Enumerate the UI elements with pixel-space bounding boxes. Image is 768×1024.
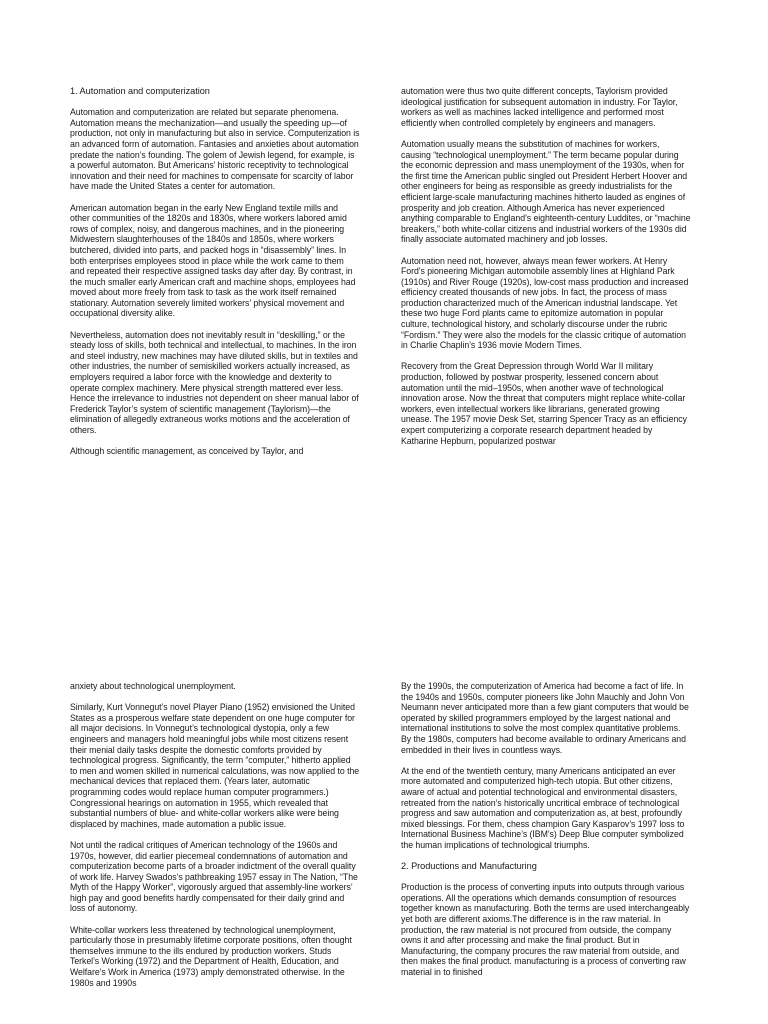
section-heading-automation: 1. Automation and computerization — [70, 86, 210, 96]
paragraph: Nevertheless, automation does not inevitably result in “deskilling,” or the steady loss of skills, both technical and intellectual, to machines. In the iron and steel industry, new machines may have diluted skills, but in textiles and other industries, the number of semiskilled workers actually increased, as employers required a labor force with the knowledge and dexterity to operate complex machinery. Mere physical strength mattered ever less. Hence the irrelevance to industries not dependent on sheer manual labor of Frederick Taylor’s system of scientific management (Taylorism)—the elimination of allegedly extraneous works motions and the acceleration of others. — [70, 329, 359, 435]
paragraph: Automation usually means the substitution of machines for workers, causing “technological unemployment.” The term became popular during the economic depression and mass unemployment of the 1930s, when for the first time the American public singled out President Herbert Hoover and other engineers for being as responsible as greedy industrialists for the efficient large-scale manufacturing machines hitherto lauded as engines of prosperity and job creation. Although America has never experienced anything comparable to England’s eighteenth-century Luddites, or “machine breakers,” both white-collar citizens and industrial workers of the 1930s did finally associate automated machinery and job losses. — [401, 138, 691, 245]
paragraph: Automation need not, however, always mean fewer workers. At Henry Ford’s pioneering Michigan automobile assembly lines at Highland Park (1910s) and River Rouge (1920s), low-cost mass production and increased efficiency created thousands of new jobs. In fact, the process of mass production characterized much of the American industrial landscape. Yet these two huge Ford plants came to epitomize automation in popular culture, technological history, and scholarly discourse under the rubric “Fordism.” They were also the models for the classic critique of automation in Charlie Chaplin’s 1936 movie Modern Times. — [401, 255, 689, 351]
paragraph: Recovery from the Great Depression through World War II military production, followed by postwar prosperity, lessened concern about automation until the mid–1950s, when another wave of technological innovation arose. Now the threat that computers might replace white-collar workers, even intellectual workers like librarians, generated growing unease. The 1957 movie Desk Set, starring Spencer Tracy as an efficiency expert computerizing a corporate research department headed by Katharine Hepburn, popularized postwar — [401, 361, 687, 446]
paragraph: American automation began in the early New England textile mills and other communities of the 1820s and 1830s, where workers labored amid rows of complex, noisy, and dangerous machines, and in the pioneering Midwestern slaughterhouses of the 1840s and 1850s, where workers butchered, divided into parts, and packed hogs in “disassembly” lines. In both enterprises employees stood in place while the work came to them and repeated their respective assigned tasks day after day. By contrast, in the much smaller early American craft and machine shops, employees had moved about more freely from task to task as the work itself remained stationary. Automation severely limited workers’ physical movement and occupational diversity alike. — [70, 202, 356, 319]
page2-left-column — [70, 681, 360, 999]
section-heading-productions: 2. Productions and Manufacturing — [401, 861, 537, 872]
paragraph: anxiety about technological unemployment. — [70, 681, 236, 691]
paragraph: At the end of the twentieth century, many Americans anticipated an ever more automated and computerized high-tech utopia. But other citizens, aware of actual and potential technological and environmental disasters, retreated from the nation’s historically uncritical embrace of technological progress and saw automation and computerization as, at best, profoundly mixed blessings. For them, chess champion Gary Kasparov’s 1997 loss to International Business Machine’s (IBM’s) Deep Blue computer symbolized the human implications of technological triumphs. — [401, 765, 685, 850]
page2-right-column — [401, 681, 691, 988]
paragraph: By the 1990s, the computerization of America had become a fact of life. In the 1940s and 1950s, computer pioneers like John Mauchly and John Von Neumann never anticipated more than a few giant computers that would be operated by skilled programmers employed by the largest national and international institutions to solve the most complex quantitative problems. By the 1980s, computers had become available to ordinary Americans and embedded in their lives in countless ways. — [401, 681, 689, 755]
page1-left-column — [70, 86, 360, 467]
paragraph: automation were thus two quite different concepts, Taylorism provided ideological justification for subsequent automation in industry. For Taylor, workers as well as machines lacked intelligence and performed most efficiently when controlled completely by engineers and managers. — [401, 86, 678, 128]
paragraph: White-collar workers less threatened by technological unemployment, particularly those in presumably lifetime corporate positions, often thought themselves immune to the ills endured by production workers. Studs Terkel’s Working (1972) and the Department of Health, Education, and Welfare’s Work in America (1973) amply demonstrated otherwise. In the 1980s and 1990s — [70, 924, 352, 988]
page1-right-column — [401, 86, 691, 457]
paragraph: Production is the process of converting inputs into outputs through various operations. All the operations which demands consumption of resources together known as manufacturing. Both the terms are used interchangeably yet both are different axioms.The difference is in the raw material. In production, the raw material is not procured from outside, the company owns it and after processing and make the final product. But in Manufacturing, the company procures the raw material from outside, and then makes the final product. manufacturing is a process of converting raw material in to finished — [401, 882, 690, 978]
paragraph: Not until the radical critiques of American technology of the 1960s and 1970s, however, did earlier piecemeal condemnations of automation and computerization become parts of a broader indictment of the overall quality of work life. Harvey Swados’s pathbreaking 1957 essay in The Nation, “The Myth of the Happy Worker”, vigorously argued that assembly-line workers’ high pay and good benefits hardly compensated for their daily grind and loss of autonomy. — [70, 839, 358, 914]
paragraph: Although scientific management, as conceived by Taylor, and — [70, 446, 304, 457]
paragraph: Similarly, Kurt Vonnegut’s novel Player Piano (1952) envisioned the United States as a prosperous welfare state dependent on one huge computer for all major decisions. In Vonnegut’s technological dystopia, only a few engineers and managers hold meaningful jobs while most citizens resent their menial daily tasks despite the domestic comforts provided by technological progress. Significantly, the term “computer,” hitherto applied to men and women skilled in numerical calculations, was now applied to the mechanical devices that replaced them. (Years later, automatic programming codes would replace human computer programmers.) Congressional hearings on automation in 1955, which revealed that substantial numbers of blue- and white-collar workers alike were being displaced by machines, made automation a public issue. — [70, 702, 360, 829]
paragraph: Automation and computerization are related but separate phenomena. Automation means the mechanization—and usually the speeding up—of production, not only in manufacturing but also in service. Computerization is an advanced form of automation. Fantasies and anxieties about automation predate the nation’s founding. The golem of Jewish legend, for example, is a powerful automaton. But Americans’ historic receptivity to technological innovation and their need for machines to compensate for scarcity of labor have made the United States a center for automation. — [70, 107, 360, 192]
